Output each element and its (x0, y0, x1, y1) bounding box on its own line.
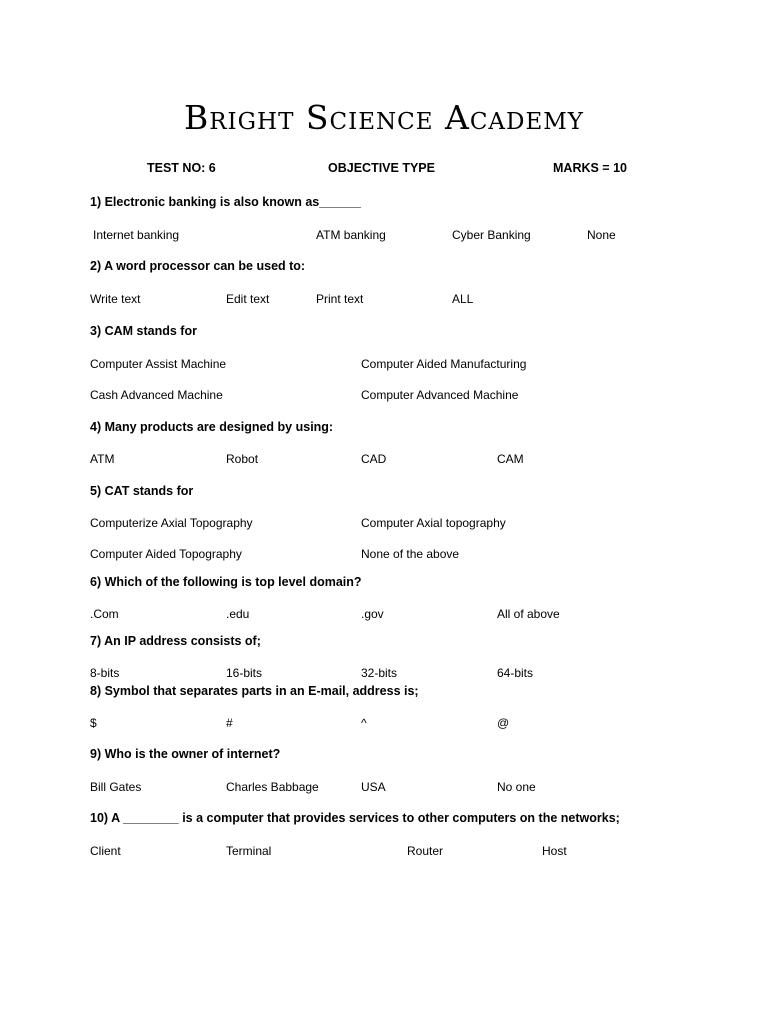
option-7a: 8-bits (90, 666, 120, 680)
option-2c: Print text (316, 292, 364, 306)
question-5: 5) CAT stands for (90, 484, 194, 498)
option-1b: ATM banking (316, 228, 386, 242)
test-marks: MARKS = 10 (553, 161, 627, 175)
option-1c: Cyber Banking (452, 228, 531, 242)
question-9: 9) Who is the owner of internet? (90, 747, 281, 761)
option-3c: Cash Advanced Machine (90, 388, 223, 402)
option-3b: Computer Aided Manufacturing (361, 357, 527, 371)
question-8: 8) Symbol that separates parts in an E-mail, address is; (90, 684, 419, 698)
option-8c: ^ (361, 716, 367, 730)
question-7: 7) An IP address consists of; (90, 634, 261, 648)
option-2a: Write text (90, 292, 141, 306)
option-10a: Client (90, 844, 121, 858)
option-10d: Host (542, 844, 567, 858)
option-8a: $ (90, 716, 97, 730)
option-4c: CAD (361, 452, 387, 466)
question-2: 2) A word processor can be used to: (90, 259, 306, 273)
option-4b: Robot (226, 452, 259, 466)
option-10b: Terminal (226, 844, 272, 858)
option-1a: Internet banking (93, 228, 180, 242)
option-4d: CAM (497, 452, 524, 466)
option-1d: None (587, 228, 616, 242)
option-5d: None of the above (361, 547, 460, 561)
option-6b: .edu (226, 607, 250, 621)
option-5b: Computer Axial topography (361, 516, 506, 530)
page-title: Bright Science Academy (183, 98, 584, 137)
option-3d: Computer Advanced Machine (361, 388, 519, 402)
option-5a: Computerize Axial Topography (90, 516, 253, 530)
question-4: 4) Many products are designed by using: (90, 420, 334, 434)
option-9c: USA (361, 780, 386, 794)
option-9d: No one (497, 780, 536, 794)
question-6: 6) Which of the following is top level domain? (90, 575, 362, 589)
option-10c: Router (407, 844, 444, 858)
test-number: TEST NO: 6 (147, 161, 216, 175)
option-9a: Bill Gates (90, 780, 142, 794)
option-2d: ALL (452, 292, 474, 306)
option-9b: Charles Babbage (226, 780, 319, 794)
option-2b: Edit text (226, 292, 270, 306)
option-6a: .Com (90, 607, 119, 621)
test-type: OBJECTIVE TYPE (328, 161, 435, 175)
option-3a: Computer Assist Machine (90, 357, 227, 371)
question-1: 1) Electronic banking is also known as______ (90, 195, 361, 209)
question-3: 3) CAM stands for (90, 324, 197, 338)
option-7d: 64-bits (497, 666, 534, 680)
option-4a: ATM (90, 452, 115, 466)
option-7c: 32-bits (361, 666, 398, 680)
question-10: 10) A ________ is a computer that provides services to other computers on the networks; (90, 811, 620, 825)
option-8d: @ (497, 716, 510, 730)
option-6d: All of above (497, 607, 560, 621)
option-8b: # (226, 716, 233, 730)
option-6c: .gov (361, 607, 384, 621)
option-7b: 16-bits (226, 666, 263, 680)
option-5c: Computer Aided Topography (90, 547, 242, 561)
